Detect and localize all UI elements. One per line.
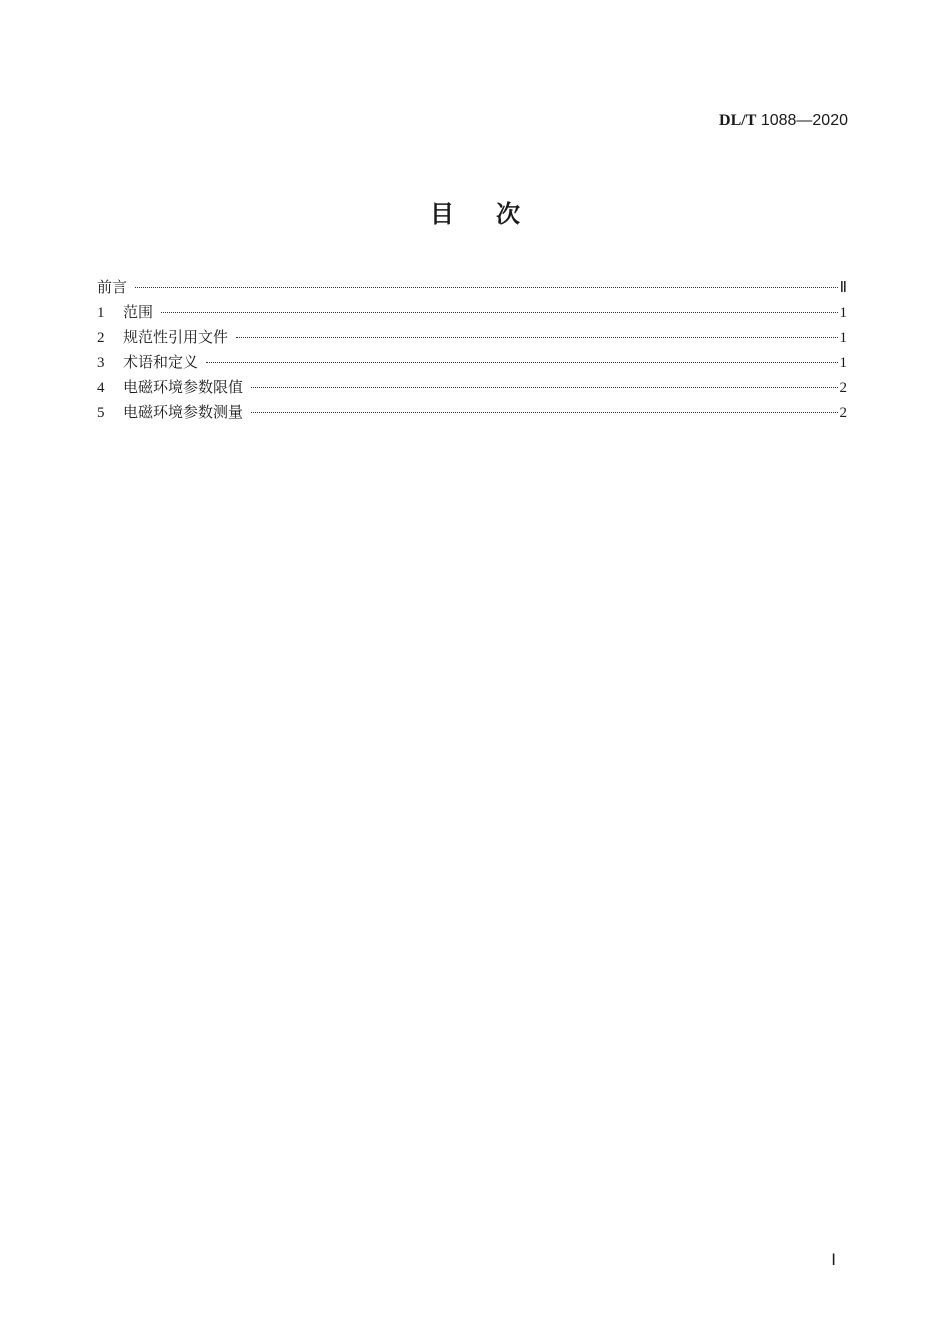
toc-entry-page: 1: [839, 355, 847, 371]
toc-entry-label: 电磁环境参数测量: [123, 403, 244, 421]
toc-entry-limits[interactable]: [97, 375, 847, 400]
toc-entry-page: 1: [839, 330, 847, 346]
toc-entry-number: 2: [97, 330, 105, 346]
dot-leader: [206, 362, 837, 363]
page-number: Ⅰ: [831, 1252, 836, 1269]
toc-entry-terms-definitions[interactable]: [97, 350, 847, 375]
toc-entry-label: 范围: [123, 303, 154, 321]
toc-entry-label: 电磁环境参数限值: [123, 378, 244, 396]
toc-entry-foreword[interactable]: [97, 275, 847, 300]
toc-entry-number: 4: [97, 380, 105, 396]
standard-number: 1088—2020: [760, 112, 848, 129]
toc-entry-label: 规范性引用文件: [123, 328, 229, 346]
standard-code: [719, 112, 848, 130]
dot-leader: [161, 312, 837, 313]
toc-entry-label: 前言: [97, 278, 128, 296]
toc-entry-label: 术语和定义: [123, 353, 199, 371]
dot-leader: [236, 337, 837, 338]
toc-entry-number: 5: [97, 405, 105, 421]
toc-entry-page: 2: [839, 405, 847, 421]
dot-leader: [135, 287, 838, 288]
dot-leader: [251, 412, 837, 413]
table-of-contents: [97, 275, 847, 425]
toc-entry-normative-references[interactable]: [97, 325, 847, 350]
toc-entry-page: 1: [839, 305, 847, 321]
toc-entry-page: Ⅱ: [839, 280, 847, 296]
toc-entry-number: 3: [97, 355, 105, 371]
toc-entry-number: 1: [97, 305, 105, 321]
toc-entry-scope[interactable]: [97, 300, 847, 325]
toc-entry-page: 2: [839, 380, 847, 396]
toc-entry-measurement[interactable]: [97, 400, 847, 425]
standard-prefix: DL/T: [719, 112, 757, 129]
page-title: 目次: [430, 200, 562, 228]
dot-leader: [251, 387, 837, 388]
